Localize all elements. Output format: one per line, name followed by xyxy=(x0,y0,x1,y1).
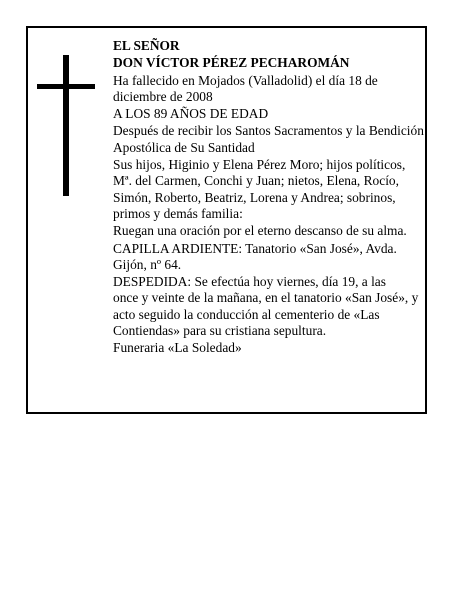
family-list: Sus hijos, Higinio y Elena Pérez Moro; hijos políticos, Mª. del Carmen, Conchi y Juan; nietos, Elena, Rocío, Simón, Roberto, Beatriz, Lorena y Andrea; sobrinos, primos y demás familia: xyxy=(113,157,406,221)
farewell-line: acto seguido la conducción al cementerio de «Las xyxy=(113,306,380,322)
funeral-home: Funeraria «La Soledad» xyxy=(113,340,242,356)
death-announcement: Ha fallecido en Mojados (Valladolid) el día 18 de diciembre de 2008 xyxy=(113,72,378,104)
sacraments-statement: Después de recibir los Santos Sacramentos y la Bendición Apostólica de Su Santidad xyxy=(113,123,424,155)
farewell-line: DESPEDIDA: Se efectúa hoy viernes, día 19, a las xyxy=(113,274,386,290)
cross-icon-arm xyxy=(37,84,95,89)
farewell-line: Contiendas» para su cristiana sepultura. xyxy=(113,323,327,339)
deceased-name: DON VÍCTOR PÉREZ PECHAROMÁN xyxy=(113,55,350,71)
farewell-info xyxy=(113,274,425,339)
notice-title: EL SEÑOR xyxy=(113,38,180,53)
chapel-info: CAPILLA ARDIENTE: Tanatorio «San José», Avda. Gijón, nº 64. xyxy=(113,240,397,272)
prayer-request: Ruegan una oración por el eterno descanso de su alma. xyxy=(113,223,407,239)
age-statement: A LOS 89 AÑOS DE EDAD xyxy=(113,106,269,122)
obituary-text xyxy=(113,38,425,358)
farewell-line: once y veinte de la mañana, en el tanatorio «San José», y xyxy=(113,290,419,306)
cross-icon xyxy=(63,55,69,196)
